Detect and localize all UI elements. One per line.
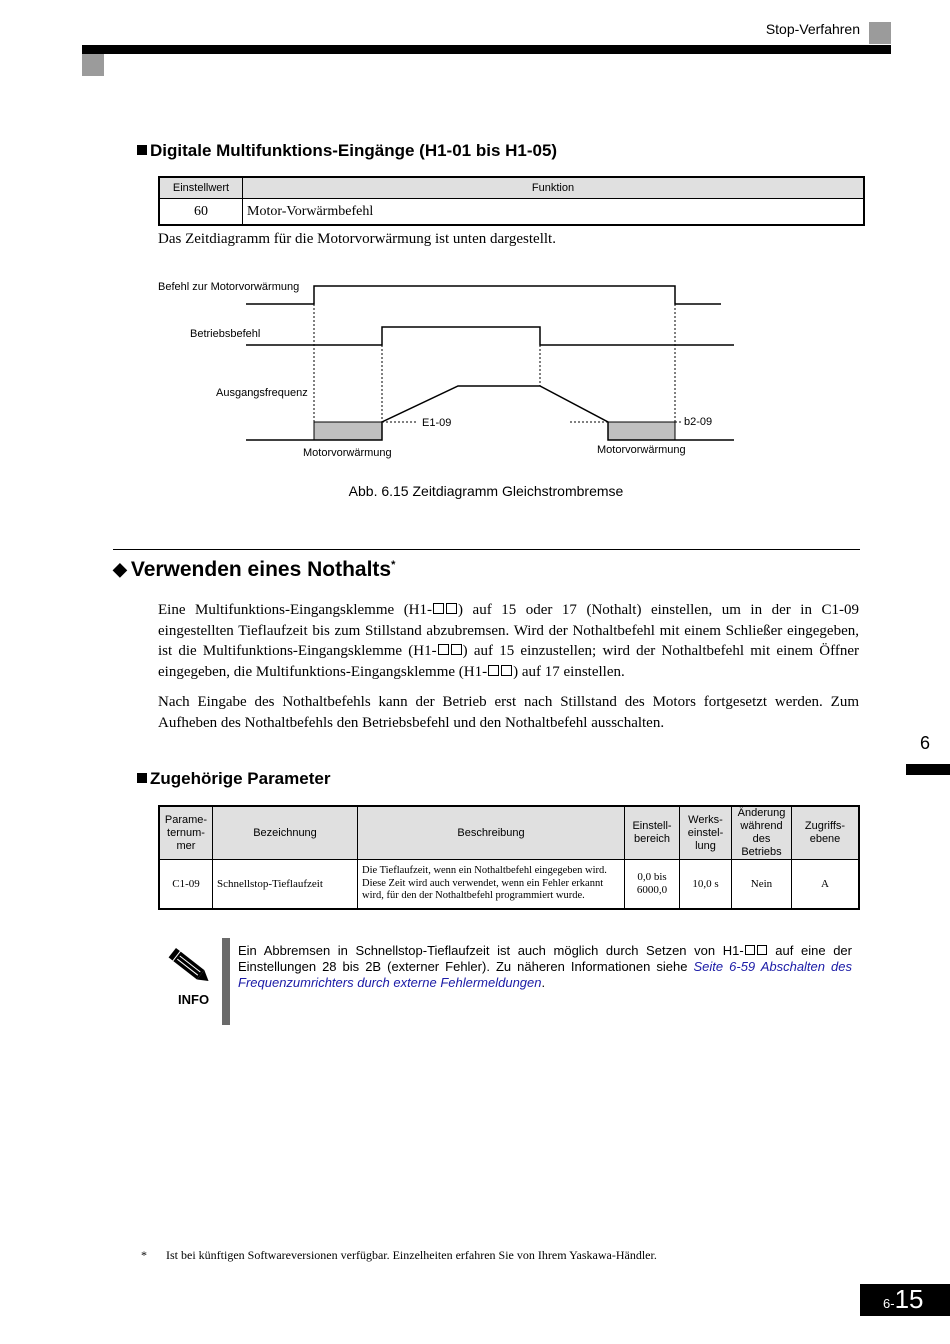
cell-name: Schnellstop-Tieflaufzeit <box>213 860 358 910</box>
section-heading-related-parameters: Zugehörige Parameter <box>137 769 330 789</box>
label-e1-09: E1-09 <box>422 417 452 429</box>
col-header-default: Werks- einstel- lung <box>680 806 732 860</box>
col-header-param-number: Parame- ternum- mer <box>159 806 213 860</box>
cell-access-level: A <box>792 860 860 910</box>
section-divider <box>113 549 860 550</box>
emergency-stop-paragraph-1: Eine Multifunktions-Eingangsklemme (H1- ) auf 15 oder 17 (Nothalt) einstellen, um in der in C1-09 eingestellten Tieflaufzeit bis zum Stillstand abzubremsen. Wird der Nothaltbefehl mit einem Schließer eingegeben, ist die Multifunktions-Eingangsklemme (H1- ) auf 15 einzustellen; wird der Nothaltbefehl mit einem Öffner eingegeben, die Multifunktions-Eingangsklemme (H1- ) auf 17 einstellen. <box>158 602 859 680</box>
placeholder-box-icon <box>757 945 767 955</box>
placeholder-box-icon <box>446 603 457 614</box>
label-b2-09: b2-09 <box>684 416 713 428</box>
placeholder-box-icon <box>433 603 444 614</box>
label-run-command: Betriebsbefehl <box>190 328 261 340</box>
label-output-frequency: Ausgangsfrequenz <box>216 387 308 399</box>
section-heading-digital-inputs: Digitale Multifunktions-Eingänge (H1-01 bis H1-05) <box>137 141 557 161</box>
parameter-table <box>158 805 860 910</box>
square-bullet-icon <box>137 773 147 783</box>
cell-description: Die Tieflaufzeit, wenn ein Nothaltbefehl eingegeben wird. Diese Zeit wird auch verwendet, wenn ein Fehler erkannt wird, für den der Nothaltbefehl programmiert wurde. <box>358 860 625 910</box>
page-number: 6-15 <box>883 1284 924 1314</box>
col-header-change-during-run: Änderung während des Betriebs <box>732 806 792 860</box>
timing-diagram <box>0 0 950 470</box>
intro-text: Das Zeitdiagramm für die Motorvorwärmung ist unten dargestellt. <box>158 231 556 247</box>
cell-param-number: C1-09 <box>159 860 213 910</box>
info-text: Ein Abbremsen in Schnellstop-Tieflaufzeit ist auch möglich durch Setzen von H1- auf eine der Einstellungen 28 bis 2B (externer Fehler). Zu näheren Informationen siehe Seite 6-59 Abschalten des Frequenzumrichters durch externe Fehlermeldungen. <box>238 943 852 990</box>
label-preheat-2: Motorvorwärmung <box>597 444 686 456</box>
cross-reference-link[interactable]: Seite 6-59 Abschalten des Frequenzumrichters durch externe Fehlermeldungen <box>238 959 852 990</box>
label-preheat-command: Befehl zur Motorvorwärmung <box>158 281 300 293</box>
diamond-bullet-icon: ◆ <box>113 559 127 579</box>
chapter-tab-bar <box>906 764 950 775</box>
preheat-block-2 <box>608 422 675 440</box>
placeholder-box-icon <box>438 644 449 655</box>
placeholder-box-icon <box>451 644 462 655</box>
figure-caption: Abb. 6.15 Zeitdiagramm Gleichstrombremse <box>348 483 624 499</box>
col-header-description: Beschreibung <box>358 806 625 860</box>
col-header-range: Einstell- bereich <box>625 806 680 860</box>
run-signal <box>246 327 734 345</box>
cell-change-during-run: Nein <box>732 860 792 910</box>
placeholder-box-icon <box>745 945 755 955</box>
col-header-access-level: Zugriffs- ebene <box>792 806 860 860</box>
placeholder-box-icon <box>488 665 499 676</box>
preheat-block-1 <box>314 422 382 440</box>
table-row <box>159 860 859 910</box>
col-header-name: Bezeichnung <box>213 806 358 860</box>
cell-range: 0,0 bis 6000,0 <box>625 860 680 910</box>
pencil-icon <box>163 944 215 990</box>
label-preheat-1: Motorvorwärmung <box>303 447 392 459</box>
col-header-function: Funktion <box>243 177 865 199</box>
cell-function: Motor-Vorwärmbefehl <box>243 199 865 226</box>
cell-setting: 60 <box>159 199 243 226</box>
info-label: INFO <box>178 992 210 1007</box>
emergency-stop-paragraph-2: Nach Eingabe des Nothaltbefehls kann der Betrieb erst nach Stillstand des Motors fortgesetzt werden. Zum Aufheben des Nothaltbefehls den Betriebsbefehl und den Nothaltbefehl ausschalten. <box>158 694 859 731</box>
chapter-tab-number: 6 <box>920 733 931 753</box>
cell-default: 10,0 s <box>680 860 732 910</box>
running-header: Stop-Verfahren <box>765 21 860 37</box>
footnote-text: Ist bei künftigen Softwareversionen verfügbar. Einzelheiten erfahren Sie von Ihrem Yaskawa-Händler. <box>166 1248 657 1262</box>
preheat-signal <box>246 286 721 304</box>
info-side-bar <box>222 938 230 1025</box>
section-heading-emergency-stop: ◆ Verwenden eines Nothalts* <box>113 558 396 581</box>
col-header-setting: Einstellwert <box>159 177 243 199</box>
footnote-marker: * <box>141 1248 147 1262</box>
placeholder-box-icon <box>501 665 512 676</box>
